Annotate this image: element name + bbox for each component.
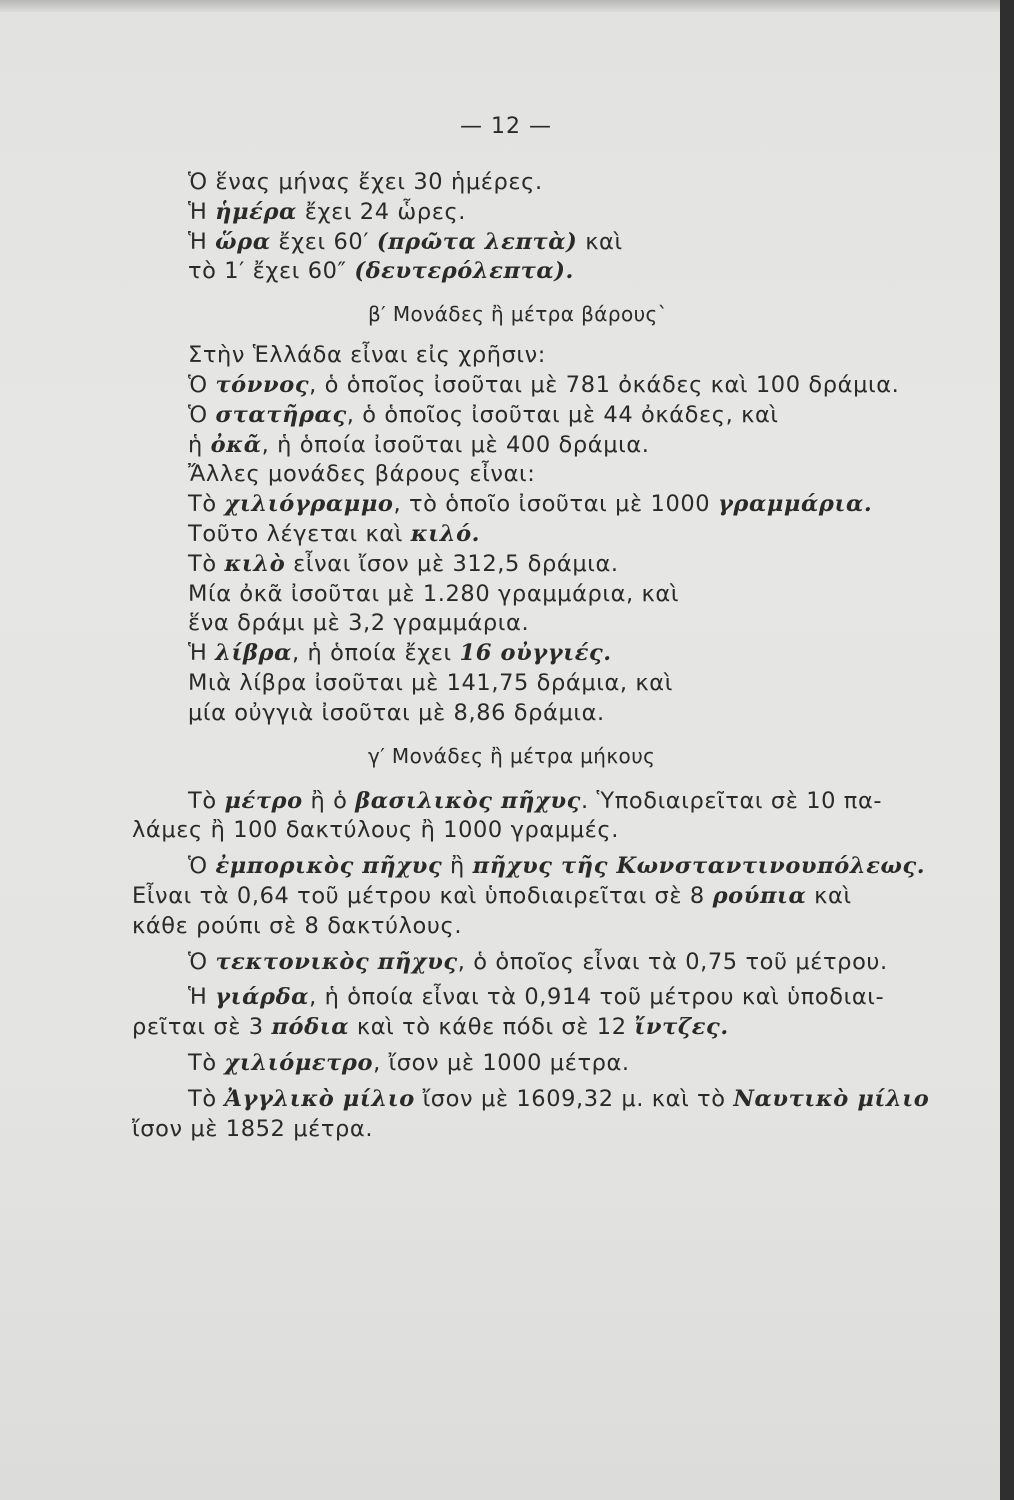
text: , ἡ ὁποία ἔχει bbox=[292, 640, 460, 667]
text: , ἴσον μὲ 1000 μέτρα. bbox=[373, 1049, 630, 1076]
term-emphasis: Ναυτικὸ μίλιο bbox=[733, 1085, 930, 1112]
term-emphasis: λίβρα bbox=[215, 640, 293, 667]
text: ἡ bbox=[188, 431, 211, 458]
term-emphasis: κιλό. bbox=[410, 520, 481, 547]
weight-line-13 bbox=[188, 699, 978, 729]
length-line-11 bbox=[132, 1115, 978, 1145]
page-number bbox=[56, 114, 1014, 139]
term-emphasis: χιλιόγραμμο bbox=[224, 491, 394, 518]
weight-line-2 bbox=[188, 371, 978, 401]
length-line-7 bbox=[188, 983, 978, 1013]
text: Ὁ bbox=[188, 401, 216, 428]
weight-line-3 bbox=[188, 401, 978, 431]
text: καὶ bbox=[806, 882, 852, 909]
term-emphasis: τόννος bbox=[215, 371, 310, 398]
term-emphasis: ρούπια bbox=[712, 882, 807, 909]
page-number-text: — 12 — bbox=[460, 114, 552, 139]
page-edge-shadow bbox=[1000, 0, 1014, 1500]
term-emphasis: πῆχυς τῆς Κωνσταντινουπόλεως. bbox=[472, 853, 926, 880]
text: Μιὰ λίβρα ἰσοῦται μὲ 141,75 δράμια, καὶ bbox=[188, 669, 673, 696]
text: Ἡ bbox=[188, 640, 216, 667]
text: ἔχει 24 ὧρες. bbox=[296, 198, 467, 225]
text: Ὁ bbox=[188, 371, 216, 398]
text: ἢ bbox=[442, 853, 473, 880]
length-heading: γ′ Μονάδες ἢ μέτρα μήκους bbox=[368, 743, 656, 768]
text: κάθε ρούπι σὲ 8 δακτύλους. bbox=[132, 912, 463, 939]
text: ἔχει 60′ bbox=[270, 228, 377, 255]
text: λάμες ἢ 100 δακτύλους ἢ 1000 γραμμές. bbox=[132, 817, 619, 844]
term-emphasis: ἡμέρα bbox=[215, 198, 297, 225]
length-line-2 bbox=[132, 816, 978, 846]
text: Ἡ bbox=[188, 198, 216, 225]
term-emphasis: κιλὸ bbox=[224, 550, 286, 577]
text: ἴσον μὲ 1609,32 μ. καὶ τὸ bbox=[414, 1085, 734, 1112]
time-line-3 bbox=[188, 228, 978, 258]
page-body bbox=[132, 168, 978, 1144]
term-emphasis: (πρῶτα λεπτὰ) bbox=[376, 228, 578, 255]
weight-line-5 bbox=[188, 460, 978, 490]
time-line-1 bbox=[188, 168, 978, 198]
weight-line-7 bbox=[188, 520, 978, 550]
length-line-1 bbox=[188, 787, 978, 817]
length-line-6 bbox=[188, 948, 978, 978]
term-emphasis: Ἀγγλικὸ μίλιο bbox=[224, 1085, 415, 1112]
weight-line-11 bbox=[188, 639, 978, 669]
text: Ἡ bbox=[188, 228, 216, 255]
term-emphasis: μέτρο bbox=[224, 787, 303, 814]
length-line-4 bbox=[132, 882, 978, 912]
term-emphasis: ὀκᾶ bbox=[210, 431, 262, 458]
text: Ὁ bbox=[188, 853, 216, 880]
text: Μία ὀκᾶ ἰσοῦται μὲ 1.280 γραμμάρια, καὶ bbox=[188, 580, 680, 607]
text: μία οὐγγιὰ ἰσοῦται μὲ 8,86 δράμια. bbox=[188, 699, 605, 726]
text: , ὁ ὁποῖος ἰσοῦται μὲ 44 ὀκάδες, καὶ bbox=[346, 401, 779, 428]
weight-line-6 bbox=[188, 490, 978, 520]
text: , τὸ ὁποῖο ἰσοῦται μὲ 1000 bbox=[393, 491, 718, 518]
term-emphasis: ἐμπορικὸς πῆχυς bbox=[215, 853, 443, 880]
length-line-9 bbox=[188, 1049, 978, 1079]
term-emphasis: βασιλικὸς πῆχυς bbox=[355, 787, 581, 814]
text: Τὸ bbox=[188, 1049, 225, 1076]
term-emphasis: πόδια bbox=[271, 1014, 350, 1041]
text: , ὁ ὁποῖος ἰσοῦται μὲ 781 ὀκάδες καὶ 100 δράμια. bbox=[309, 371, 900, 398]
text: , ἡ ὁποία ἰσοῦται μὲ 400 δράμια. bbox=[261, 431, 650, 458]
time-line-2 bbox=[188, 198, 978, 228]
text: καὶ bbox=[577, 228, 623, 255]
text: ἴσον μὲ 1852 μέτρα. bbox=[132, 1115, 374, 1142]
text: Τὸ bbox=[188, 1085, 225, 1112]
text: Τὸ bbox=[188, 787, 225, 814]
text: ρεῖται σὲ 3 bbox=[132, 1014, 272, 1041]
page-top-shadow bbox=[0, 0, 1000, 12]
text: , ὁ ὁποῖος εἶναι τὰ 0,75 τοῦ μέτρου. bbox=[457, 948, 888, 975]
term-emphasis: στατῆρας bbox=[215, 401, 347, 428]
text: ἕνα δράμι μὲ 3,2 γραμμάρια. bbox=[188, 610, 530, 637]
time-line-4 bbox=[188, 257, 978, 287]
term-emphasis: ὥρα bbox=[215, 228, 271, 255]
term-emphasis: χιλιόμετρο bbox=[224, 1049, 374, 1076]
term-emphasis: (δευτερόλεπτα). bbox=[354, 258, 574, 285]
text: . Ὑποδιαιρεῖται σὲ 10 πα- bbox=[580, 787, 883, 814]
term-emphasis: ἴντζες. bbox=[634, 1014, 729, 1041]
text: Στὴν Ἑλλάδα εἶναι εἰς χρῆσιν: bbox=[188, 342, 546, 369]
text: Τοῦτο λέγεται καὶ bbox=[188, 520, 411, 547]
term-emphasis: τεκτονικὸς πῆχυς bbox=[215, 948, 458, 975]
term-emphasis: γραμμάρια. bbox=[717, 491, 873, 518]
text: , ἡ ὁποία εἶναι τὰ 0,914 τοῦ μέτρου καὶ ὑποδιαι- bbox=[309, 984, 885, 1011]
text: Ἄλλες μονάδες βάρους εἶναι: bbox=[188, 461, 536, 488]
weight-line-12 bbox=[188, 669, 978, 699]
length-line-3 bbox=[188, 852, 978, 882]
text: ἢ ὁ bbox=[302, 787, 356, 814]
length-line-8 bbox=[132, 1013, 978, 1043]
text: Τὸ bbox=[188, 491, 225, 518]
text: Ἡ bbox=[188, 984, 216, 1011]
weight-heading: β′ Μονάδες ἢ μέτρα βάρους` bbox=[368, 302, 669, 327]
term-emphasis: 16 οὐγγιές. bbox=[459, 640, 612, 667]
text: Τὸ bbox=[188, 550, 225, 577]
length-line-10 bbox=[188, 1085, 978, 1115]
text: Ὁ bbox=[188, 948, 216, 975]
text: εἶναι ἴσον μὲ 312,5 δράμια. bbox=[285, 550, 619, 577]
weight-line-1 bbox=[188, 341, 978, 371]
text: Ὁ ἕνας μήνας ἔχει 30 ἡμέρες. bbox=[188, 169, 543, 195]
weight-line-8 bbox=[188, 550, 978, 580]
term-emphasis: γιάρδα bbox=[215, 984, 310, 1011]
length-line-5 bbox=[132, 912, 978, 942]
text: καὶ τὸ κάθε πόδι σὲ 12 bbox=[349, 1014, 635, 1041]
weight-line-4 bbox=[188, 431, 978, 461]
weight-line-9 bbox=[188, 580, 978, 610]
text: Εἶναι τὰ 0,64 τοῦ μέτρου καὶ ὑποδιαιρεῖται σὲ 8 bbox=[132, 882, 713, 909]
text: τὸ 1′ ἔχει 60″ bbox=[188, 258, 355, 285]
weight-line-10 bbox=[188, 609, 978, 639]
